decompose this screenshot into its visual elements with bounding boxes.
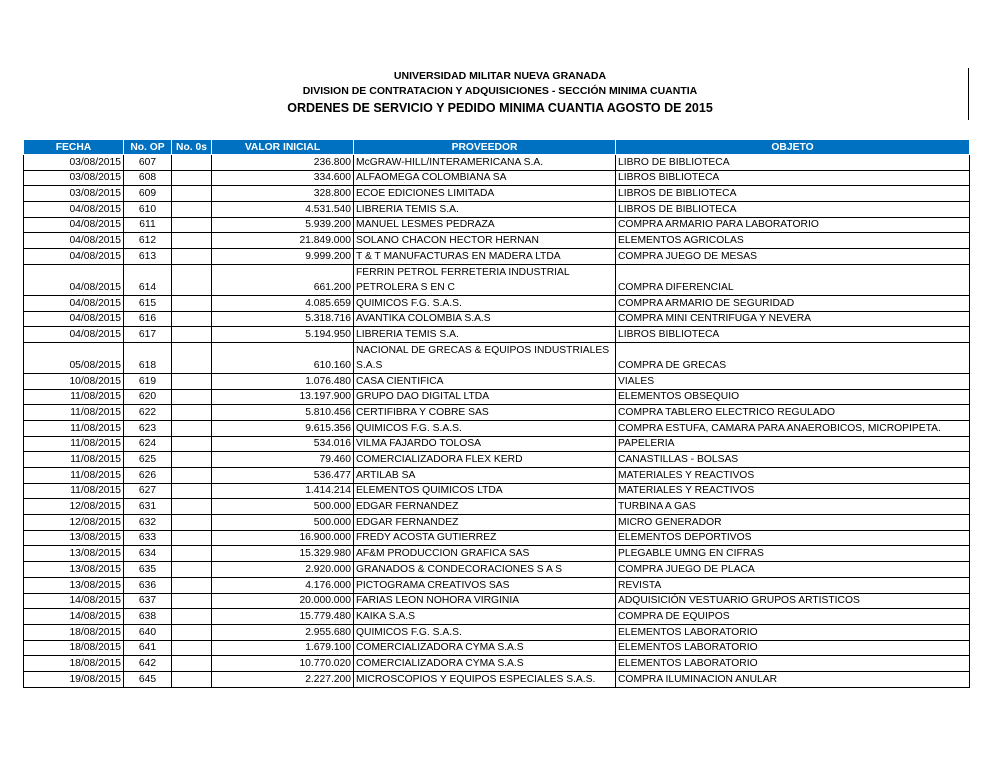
cell-fecha: 03/08/2015	[24, 186, 124, 202]
cell-fecha: 04/08/2015	[24, 311, 124, 327]
table-row	[24, 452, 970, 468]
cell-no-os	[172, 577, 212, 593]
col-header-objeto: OBJETO	[616, 140, 970, 155]
cell-proveedor: FREDY ACOSTA GUTIERREZ	[354, 530, 616, 546]
cell-fecha: 04/08/2015	[24, 249, 124, 265]
cell-proveedor: CASA CIENTIFICA	[354, 373, 616, 389]
col-header-fecha: FECHA	[24, 140, 124, 155]
cell-valor-inicial: 79.460	[212, 452, 354, 468]
cell-no-op: 627	[124, 483, 172, 499]
cell-proveedor: ELEMENTOS QUIMICOS LTDA	[354, 483, 616, 499]
cell-valor-inicial: 536.477	[212, 468, 354, 484]
cell-fecha: 03/08/2015	[24, 170, 124, 186]
cell-valor-inicial: 500.000	[212, 499, 354, 515]
cell-no-op: 607	[124, 155, 172, 171]
cell-valor-inicial: 13.197.900	[212, 389, 354, 405]
cell-no-os	[172, 295, 212, 311]
cell-no-op: 623	[124, 420, 172, 436]
cell-no-os	[172, 436, 212, 452]
cell-proveedor: EDGAR FERNANDEZ	[354, 499, 616, 515]
orders-table	[23, 139, 970, 688]
cell-no-op: 640	[124, 624, 172, 640]
table-row	[24, 311, 970, 327]
table-row	[24, 530, 970, 546]
cell-no-os	[172, 155, 212, 171]
cell-no-os	[172, 249, 212, 265]
cell-proveedor: McGRAW-HILL/INTERAMERICANA S.A.	[354, 155, 616, 171]
cell-no-os	[172, 562, 212, 578]
cell-fecha: 11/08/2015	[24, 420, 124, 436]
cell-no-os	[172, 609, 212, 625]
cell-no-os	[172, 671, 212, 687]
cell-fecha: 14/08/2015	[24, 609, 124, 625]
cell-fecha: 11/08/2015	[24, 452, 124, 468]
cell-fecha: 05/08/2015	[24, 342, 124, 373]
table-row	[24, 515, 970, 531]
cell-no-os	[172, 327, 212, 343]
cell-valor-inicial: 610.160	[212, 342, 354, 373]
table-row	[24, 624, 970, 640]
table-row	[24, 405, 970, 421]
cell-objeto: ELEMENTOS LABORATORIO	[616, 656, 970, 672]
cell-proveedor: LIBRERIA TEMIS S.A.	[354, 327, 616, 343]
cell-fecha: 04/08/2015	[24, 295, 124, 311]
cell-valor-inicial: 236.800	[212, 155, 354, 171]
cell-no-op: 642	[124, 656, 172, 672]
col-header-no-os: No. 0s	[172, 140, 212, 155]
cell-proveedor: AF&M PRODUCCION GRAFICA SAS	[354, 546, 616, 562]
cell-valor-inicial: 1.414.214	[212, 483, 354, 499]
cell-fecha: 18/08/2015	[24, 656, 124, 672]
cell-valor-inicial: 500.000	[212, 515, 354, 531]
table-row	[24, 373, 970, 389]
cell-proveedor: COMERCIALIZADORA CYMA S.A.S	[354, 640, 616, 656]
table-row	[24, 656, 970, 672]
cell-proveedor: ARTILAB SA	[354, 468, 616, 484]
cell-objeto: PLEGABLE UMNG EN CIFRAS	[616, 546, 970, 562]
table-row	[24, 170, 970, 186]
col-header-proveedor: PROVEEDOR	[354, 140, 616, 155]
cell-no-os	[172, 420, 212, 436]
cell-objeto: LIBROS BIBLIOTECA	[616, 170, 970, 186]
cell-valor-inicial: 4.176.000	[212, 577, 354, 593]
cell-valor-inicial: 9.615.356	[212, 420, 354, 436]
cell-fecha: 04/08/2015	[24, 233, 124, 249]
cell-no-os	[172, 593, 212, 609]
document-header	[0, 69, 1000, 118]
cell-proveedor: VILMA FAJARDO TOLOSA	[354, 436, 616, 452]
cell-no-os	[172, 656, 212, 672]
cell-valor-inicial: 5.810.456	[212, 405, 354, 421]
cell-objeto: LIBROS BIBLIOTECA	[616, 327, 970, 343]
cell-objeto: COMPRA MINI CENTRIFUGA Y NEVERA	[616, 311, 970, 327]
table-row	[24, 577, 970, 593]
cell-no-op: 615	[124, 295, 172, 311]
cell-objeto: COMPRA JUEGO DE MESAS	[616, 249, 970, 265]
cell-valor-inicial: 10.770.020	[212, 656, 354, 672]
cell-fecha: 13/08/2015	[24, 577, 124, 593]
table-row	[24, 499, 970, 515]
cell-valor-inicial: 15.329.980	[212, 546, 354, 562]
cell-no-os	[172, 546, 212, 562]
cell-objeto: LIBROS DE BIBLIOTECA	[616, 186, 970, 202]
cell-fecha: 13/08/2015	[24, 562, 124, 578]
cell-objeto: ELEMENTOS LABORATORIO	[616, 624, 970, 640]
table-header-row	[24, 140, 970, 155]
cell-no-os	[172, 170, 212, 186]
cell-proveedor: LIBRERIA TEMIS S.A.	[354, 202, 616, 218]
cell-proveedor: EDGAR FERNANDEZ	[354, 515, 616, 531]
cell-proveedor: CERTIFIBRA Y COBRE SAS	[354, 405, 616, 421]
cell-fecha: 11/08/2015	[24, 468, 124, 484]
cell-valor-inicial: 5.318.716	[212, 311, 354, 327]
cell-fecha: 13/08/2015	[24, 546, 124, 562]
cell-proveedor: SOLANO CHACON HECTOR HERNAN	[354, 233, 616, 249]
cell-valor-inicial: 328.800	[212, 186, 354, 202]
cell-fecha: 11/08/2015	[24, 405, 124, 421]
cell-no-os	[172, 499, 212, 515]
cell-proveedor: GRANADOS & CONDECORACIONES S A S	[354, 562, 616, 578]
cell-no-os	[172, 452, 212, 468]
cell-valor-inicial: 2.955.680	[212, 624, 354, 640]
table-row	[24, 264, 970, 295]
cell-no-op: 631	[124, 499, 172, 515]
cell-no-os	[172, 389, 212, 405]
cell-no-op: 632	[124, 515, 172, 531]
table-row	[24, 202, 970, 218]
table-row	[24, 186, 970, 202]
cell-no-op: 637	[124, 593, 172, 609]
cell-valor-inicial: 20.000.000	[212, 593, 354, 609]
cell-objeto: MICRO GENERADOR	[616, 515, 970, 531]
cell-objeto: ELEMENTOS DEPORTIVOS	[616, 530, 970, 546]
cell-fecha: 03/08/2015	[24, 155, 124, 171]
cell-objeto: REVISTA	[616, 577, 970, 593]
table-row	[24, 389, 970, 405]
cell-no-os	[172, 515, 212, 531]
table-row	[24, 546, 970, 562]
division-name: DIVISION DE CONTRATACION Y ADQUISICIONES - SECCIÓN MINIMA CUANTIA	[302, 85, 698, 97]
cell-objeto: COMPRA ILUMINACION ANULAR	[616, 671, 970, 687]
cell-no-op: 636	[124, 577, 172, 593]
cell-no-op: 618	[124, 342, 172, 373]
cell-no-os	[172, 311, 212, 327]
col-header-no-op: No. OP	[124, 140, 172, 155]
col-header-valor-inicial: VALOR INICIAL	[212, 140, 354, 155]
cell-valor-inicial: 5.939.200	[212, 217, 354, 233]
cell-valor-inicial: 4.085.659	[212, 295, 354, 311]
cell-no-op: 633	[124, 530, 172, 546]
table-row	[24, 327, 970, 343]
cell-no-op: 610	[124, 202, 172, 218]
cell-no-op: 617	[124, 327, 172, 343]
cell-no-op: 634	[124, 546, 172, 562]
cell-fecha: 11/08/2015	[24, 389, 124, 405]
cell-no-op: 612	[124, 233, 172, 249]
document-title: ORDENES DE SERVICIO Y PEDIDO MINIMA CUANTIA AGOSTO DE 2015	[287, 101, 713, 115]
cell-no-op: 609	[124, 186, 172, 202]
table-row	[24, 562, 970, 578]
cell-proveedor: COMERCIALIZADORA CYMA S.A.S	[354, 656, 616, 672]
cell-fecha: 04/08/2015	[24, 217, 124, 233]
table-row	[24, 295, 970, 311]
cell-objeto: COMPRA ARMARIO DE SEGURIDAD	[616, 295, 970, 311]
cell-valor-inicial: 661.200	[212, 264, 354, 295]
cell-objeto: COMPRA JUEGO DE PLACA	[616, 562, 970, 578]
cell-objeto: ELEMENTOS LABORATORIO	[616, 640, 970, 656]
cell-objeto: ADQUISICIÓN VESTUARIO GRUPOS ARTISTICOS	[616, 593, 970, 609]
table-body	[24, 155, 970, 688]
cell-fecha: 13/08/2015	[24, 530, 124, 546]
table-row	[24, 593, 970, 609]
cell-proveedor: ECOE EDICIONES LIMITADA	[354, 186, 616, 202]
cell-proveedor: NACIONAL DE GRECAS & EQUIPOS INDUSTRIALES S.A.S	[354, 342, 616, 373]
cell-fecha: 10/08/2015	[24, 373, 124, 389]
cell-no-os	[172, 373, 212, 389]
cell-no-op: 635	[124, 562, 172, 578]
cell-valor-inicial: 1.076.480	[212, 373, 354, 389]
cell-no-os	[172, 342, 212, 373]
cell-no-op: 611	[124, 217, 172, 233]
cell-valor-inicial: 21.849.000	[212, 233, 354, 249]
cell-objeto: PAPELERIA	[616, 436, 970, 452]
cell-no-op: 613	[124, 249, 172, 265]
cell-objeto: VIALES	[616, 373, 970, 389]
cell-fecha: 04/08/2015	[24, 327, 124, 343]
cell-objeto: COMPRA DE GRECAS	[616, 342, 970, 373]
table-row	[24, 609, 970, 625]
table-row	[24, 640, 970, 656]
cell-objeto: ELEMENTOS AGRICOLAS	[616, 233, 970, 249]
cell-proveedor: T & T MANUFACTURAS EN MADERA LTDA	[354, 249, 616, 265]
cell-no-os	[172, 202, 212, 218]
table-row	[24, 217, 970, 233]
cell-no-os	[172, 405, 212, 421]
cell-valor-inicial: 2.227.200	[212, 671, 354, 687]
table-row	[24, 249, 970, 265]
cell-no-os	[172, 624, 212, 640]
cell-fecha: 04/08/2015	[24, 264, 124, 295]
cell-objeto: COMPRA ARMARIO PARA LABORATORIO	[616, 217, 970, 233]
cell-valor-inicial: 534.016	[212, 436, 354, 452]
cell-no-op: 614	[124, 264, 172, 295]
cell-no-op: 620	[124, 389, 172, 405]
cell-objeto: COMPRA DIFERENCIAL	[616, 264, 970, 295]
table-row	[24, 420, 970, 436]
cell-no-op: 616	[124, 311, 172, 327]
cell-valor-inicial: 2.920.000	[212, 562, 354, 578]
cell-proveedor: QUIMICOS F.G. S.A.S.	[354, 624, 616, 640]
cell-fecha: 18/08/2015	[24, 624, 124, 640]
cell-no-op: 638	[124, 609, 172, 625]
cell-no-os	[172, 264, 212, 295]
cell-objeto: MATERIALES Y REACTIVOS	[616, 468, 970, 484]
cell-fecha: 12/08/2015	[24, 499, 124, 515]
cell-no-os	[172, 186, 212, 202]
cell-valor-inicial: 4.531.540	[212, 202, 354, 218]
table-row	[24, 468, 970, 484]
cell-proveedor: COMERCIALIZADORA FLEX KERD	[354, 452, 616, 468]
cell-objeto: COMPRA DE EQUIPOS	[616, 609, 970, 625]
cell-proveedor: MICROSCOPIOS Y EQUIPOS ESPECIALES S.A.S.	[354, 671, 616, 687]
cell-fecha: 19/08/2015	[24, 671, 124, 687]
cell-proveedor: AVANTIKA COLOMBIA S.A.S	[354, 311, 616, 327]
cell-valor-inicial: 5.194.950	[212, 327, 354, 343]
cell-no-os	[172, 233, 212, 249]
cell-no-os	[172, 530, 212, 546]
cell-proveedor: MANUEL LESMES PEDRAZA	[354, 217, 616, 233]
cell-proveedor: PICTOGRAMA CREATIVOS SAS	[354, 577, 616, 593]
cell-no-os	[172, 640, 212, 656]
cell-no-op: 645	[124, 671, 172, 687]
cell-fecha: 11/08/2015	[24, 483, 124, 499]
cell-fecha: 18/08/2015	[24, 640, 124, 656]
table-row	[24, 233, 970, 249]
table-row	[24, 155, 970, 171]
cell-proveedor: GRUPO DAO DIGITAL LTDA	[354, 389, 616, 405]
table-row	[24, 342, 970, 373]
cell-objeto: ELEMENTOS OBSEQUIO	[616, 389, 970, 405]
cell-no-os	[172, 468, 212, 484]
cell-objeto: MATERIALES Y REACTIVOS	[616, 483, 970, 499]
table-row	[24, 671, 970, 687]
cell-valor-inicial: 1.679.100	[212, 640, 354, 656]
cell-proveedor: FERRIN PETROL FERRETERIA INDUSTRIAL PETROLERA S EN C	[354, 264, 616, 295]
cell-no-op: 625	[124, 452, 172, 468]
cell-no-op: 608	[124, 170, 172, 186]
cell-objeto: LIBRO DE BIBLIOTECA	[616, 155, 970, 171]
cell-objeto: LIBROS DE BIBLIOTECA	[616, 202, 970, 218]
cell-objeto: CANASTILLAS - BOLSAS	[616, 452, 970, 468]
table-row	[24, 483, 970, 499]
cell-no-op: 626	[124, 468, 172, 484]
cell-proveedor: QUIMICOS F.G. S.A.S.	[354, 295, 616, 311]
cell-no-os	[172, 483, 212, 499]
cell-proveedor: QUIMICOS F.G. S.A.S.	[354, 420, 616, 436]
cell-no-os	[172, 217, 212, 233]
cell-no-op: 641	[124, 640, 172, 656]
cell-fecha: 04/08/2015	[24, 202, 124, 218]
table-row	[24, 436, 970, 452]
cell-valor-inicial: 334.600	[212, 170, 354, 186]
cell-no-op: 622	[124, 405, 172, 421]
cell-proveedor: ALFAOMEGA COLOMBIANA SA	[354, 170, 616, 186]
university-name: UNIVERSIDAD MILITAR NUEVA GRANADA	[393, 70, 607, 82]
cell-proveedor: FARIAS LEON NOHORA VIRGINIA	[354, 593, 616, 609]
cell-valor-inicial: 16.900.000	[212, 530, 354, 546]
cell-fecha: 11/08/2015	[24, 436, 124, 452]
cell-fecha: 12/08/2015	[24, 515, 124, 531]
cell-objeto: COMPRA ESTUFA, CAMARA PARA ANAEROBICOS, MICROPIPETA.	[616, 420, 970, 436]
cell-fecha: 14/08/2015	[24, 593, 124, 609]
cell-objeto: COMPRA TABLERO ELECTRICO REGULADO	[616, 405, 970, 421]
cell-valor-inicial: 9.999.200	[212, 249, 354, 265]
cell-proveedor: KAIKA S.A.S	[354, 609, 616, 625]
cell-no-op: 619	[124, 373, 172, 389]
cell-objeto: TURBINA A GAS	[616, 499, 970, 515]
cell-valor-inicial: 15.779.480	[212, 609, 354, 625]
cell-no-op: 624	[124, 436, 172, 452]
